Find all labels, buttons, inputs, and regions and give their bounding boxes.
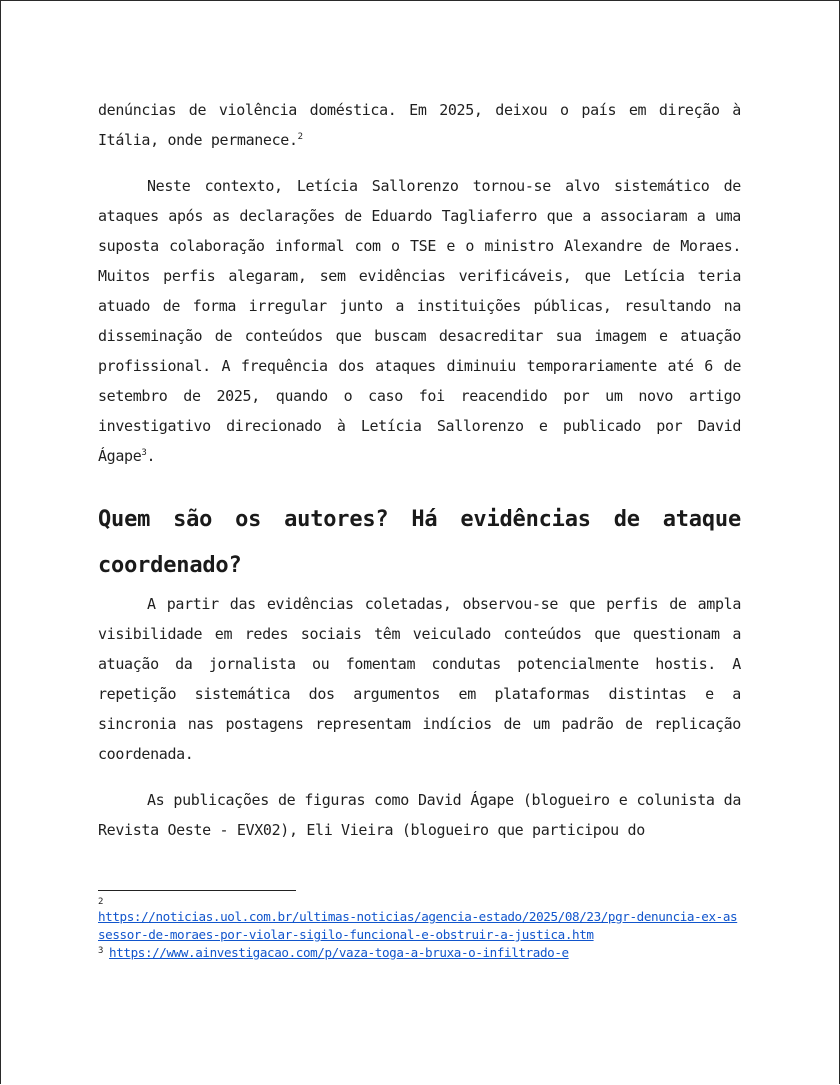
footnote-link[interactable]: https://www.ainvestigacao.com/p/vaza-toga-a-bruxa-o-infiltrado-e [109, 945, 569, 960]
section-heading: Quem são os autores? Há evidências de ataque coordenado? [98, 507, 741, 578]
footnote-item [98, 896, 744, 944]
paragraph-context [98, 171, 741, 471]
footnote-separator [98, 890, 296, 891]
footnote-number: 3 [98, 946, 104, 956]
footnote-ref-2[interactable]: 2 [297, 132, 303, 142]
footnote-item [98, 944, 744, 962]
paragraph-text: denúncias de violência doméstica. Em 2025, deixou o país em direção à Itália, onde permanece. [98, 101, 741, 149]
paragraph-text: Neste contexto, Letícia Sallorenzo tornou-se alvo sistemático de ataques após as declarações de Eduardo Tagliaferro que a associaram a uma suposta colaboração informal com o TSE e o ministro Alexandre de Moraes. Muitos perfis alegaram, sem evidências verificáveis, que Letícia teria atuado de forma irregular junto a instituições públicas, resultando na disseminação de conteúdos que buscam desacreditar sua imagem e atuação profissional. A frequência dos ataques diminuiu temporariamente até 6 de setembro de 2025, quando o caso foi reacendido por um novo artigo investigativo direcionado à Letícia Sallorenzo e publicado por David Ágape [98, 177, 741, 465]
paragraph-evidence: A partir das evidências coletadas, observou-se que perfis de ampla visibilidade em redes sociais têm veiculado conteúdos que questionam a atuação da jornalista ou fomentam condutas potencialmente hostis. A repetição sistemática dos argumentos em plataformas distintas e a sincronia nas postagens representam indícios de um padrão de replicação coordenada. [98, 595, 741, 763]
footnote-link[interactable]: https://noticias.uol.com.br/ultimas-noticias/agencia-estado/2025/08/23/pgr-denuncia-ex-assessor-de-moraes-por-violar-sigilo-funcional-e-obstruir-a-justica.htm [98, 909, 738, 942]
footnote-ref-3[interactable]: 3 [141, 448, 147, 458]
paragraph-tail: . [146, 447, 156, 465]
footnotes [98, 896, 744, 962]
paragraph-continuation [98, 95, 741, 155]
document-body [98, 95, 741, 845]
footnote-number: 2 [98, 897, 104, 907]
paragraph-publications: As publicações de figuras como David Ágape (blogueiro e colunista da Revista Oeste - EVX02), Eli Vieira (blogueiro que participou do [98, 791, 741, 839]
